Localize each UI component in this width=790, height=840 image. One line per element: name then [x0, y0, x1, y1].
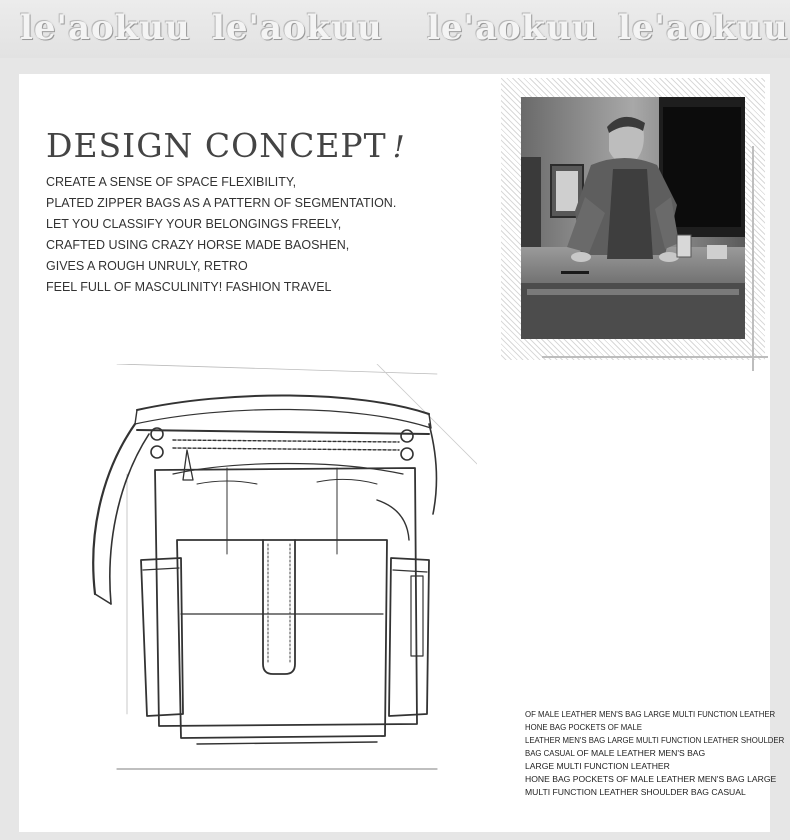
brand-logo: le'aokuu — [212, 8, 383, 48]
note-fragment: OF MALE LEATHER MEN'S BAG — [576, 748, 706, 758]
concept-line: CREATE A SENSE OF SPACE FLEXIBILITY, — [46, 175, 297, 189]
photo-frame — [501, 78, 765, 360]
note-fragment: BAG CASUAL — [525, 749, 575, 758]
note-line: LARGE MULTI FUNCTION LEATHER — [525, 761, 670, 771]
concept-line: GIVES A ROUGH UNRULY, RETRO — [46, 259, 248, 273]
note-line: LEATHER MEN'S BAG LARGE MULTI FUNCTION LEATHER SHOULDER — [525, 736, 785, 745]
craftsman-photo — [521, 97, 745, 339]
concept-line: LET YOU CLASSIFY YOUR BELONGINGS FREELY, — [46, 217, 342, 231]
craftsman-photo-illustration — [521, 97, 745, 339]
brand-logo: le'aokuu — [618, 8, 789, 48]
note-line — [525, 747, 784, 760]
title-mark: ! — [392, 130, 406, 165]
concept-text — [46, 172, 396, 298]
accent-line-horizontal — [542, 356, 768, 358]
concept-line: PLATED ZIPPER BAGS AS A PATTERN OF SEGMENTATION. — [46, 196, 397, 210]
note-line: MULTI FUNCTION LEATHER SHOULDER BAG CASUAL — [525, 787, 746, 797]
title-text: DESIGN CONCEPT — [46, 126, 387, 165]
content-panel — [19, 74, 785, 832]
concept-line: FEEL FULL OF MASCULINITY! FASHION TRAVEL — [46, 280, 332, 294]
note-line: HONE BAG POCKETS OF MALE LEATHER MEN'S BAG LARGE — [525, 774, 777, 784]
bag-sketch — [77, 364, 477, 784]
note-line: HONE BAG POCKETS OF MALE — [525, 723, 642, 732]
brand-logo: le'aokuu — [20, 8, 191, 48]
bag-sketch-illustration — [77, 364, 477, 784]
brand-logo: le'aokuu — [427, 8, 598, 48]
concept-line: CRAFTED USING CRAZY HORSE MADE BAOSHEN, — [46, 238, 350, 252]
design-concept-title — [46, 126, 406, 165]
note-line: OF MALE LEATHER MEN'S BAG LARGE MULTI FUNCTION LEATHER — [525, 710, 776, 719]
brand-strip — [0, 0, 790, 58]
accent-line-vertical — [752, 146, 754, 371]
product-notes — [525, 708, 784, 799]
